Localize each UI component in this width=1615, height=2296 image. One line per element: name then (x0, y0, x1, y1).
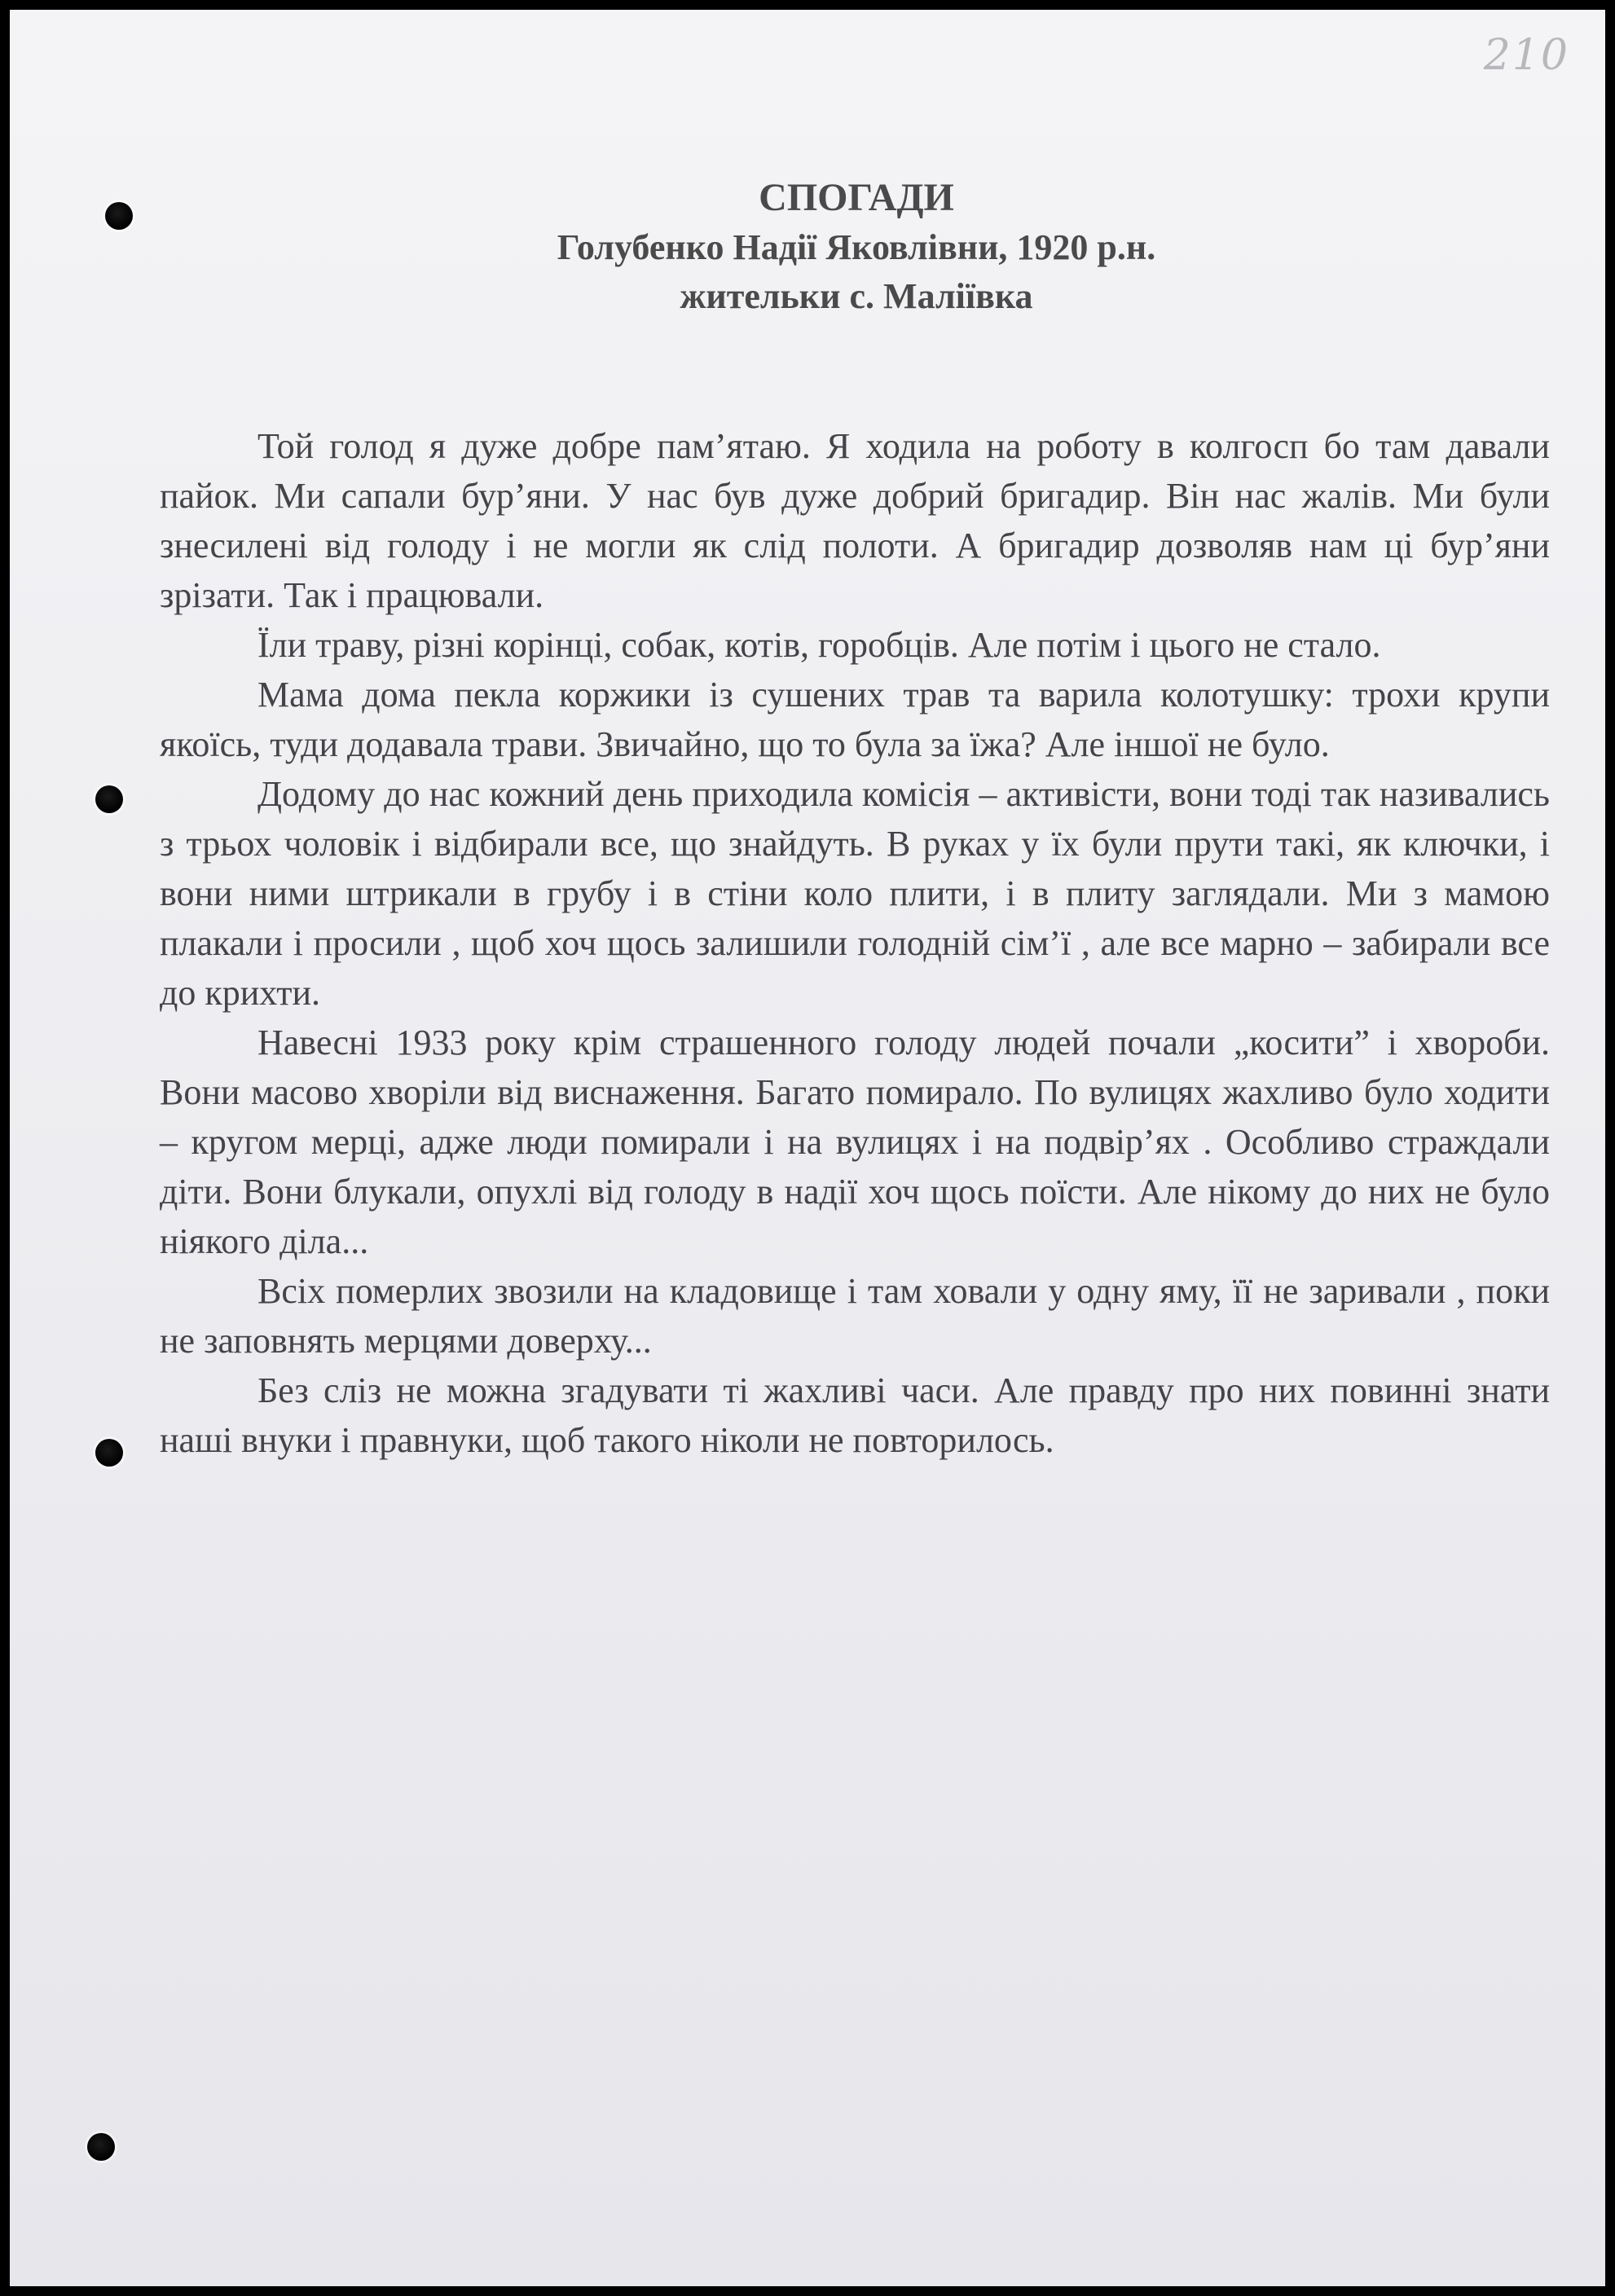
document-subtitle-village: жительки с. Маліївка (680, 276, 1033, 316)
paragraph: Мама дома пекла коржики із сушених трав та варила колотушку: трохи крупи якоїсь, туди додавала трави. Звичайно, що то була за їжа? Але іншої не було. (160, 675, 1550, 764)
handwritten-page-number: 210 (1483, 31, 1569, 80)
paragraph: Їли траву, різні корінці, собак, котів, горобців. Але потім і цього не стало. (257, 625, 1381, 665)
punch-hole (87, 2133, 115, 2161)
paragraph: Без сліз не можна згадувати ті жахливі часи. Але правду про них повинні знати наші внуки і правнуки, щоб такого ніколи не повторилось. (160, 1370, 1550, 1460)
punch-hole (95, 1439, 123, 1467)
document-title: СПОГАДИ (759, 176, 954, 219)
paragraph: Всіх померлих звозили на кладовище і там ховали у одну яму, її не заривали , поки не заповнять мерцями доверху... (160, 1271, 1550, 1361)
document-subtitle-name: Голубенко Надії Яковлівни, 1920 р.н. (557, 227, 1156, 267)
paragraph: Додому до нас кожний день приходила комісія – активісти, вони тоді так називались з трьох чоловік і відбирали все, що знайдуть. В руках у їх були прути такі, як ключки, і вони ними штрикали в грубу і в стіни коло плити, і в плиту заглядали. Ми з мамою плакали і просили , щоб хоч щось залишили голодній сім’ї , але все марно – забирали все до крихти. (160, 774, 1550, 1013)
paragraph: Той голод я дуже добре пам’ятаю. Я ходила на роботу в колгосп бо там давали пайок. Ми сапали бур’яни. У нас був дуже добрий бригадир. Він нас жалів. Ми були знесилені від голоду і не могли як слід полоти. А бригадир дозволяв нам ці бур’яни зрізати. Так і працювали. (160, 426, 1550, 615)
document-body (160, 421, 1550, 1465)
paragraph: Навесні 1933 року крім страшенного голоду людей почали „косити” і хвороби. Вони масово хворіли від виснаження. Багато помирало. По вулицях жахливо було ходити – кругом мерці, адже люди помирали і на вулицях і на подвір’ях . Особливо страждали діти. Вони блукали, опухлі від голоду в надії хоч щось поїсти. Але нікому до них не було ніякого діла... (160, 1023, 1550, 1261)
document-page (10, 10, 1605, 2286)
punch-hole (95, 785, 123, 813)
document-header (10, 173, 1605, 321)
